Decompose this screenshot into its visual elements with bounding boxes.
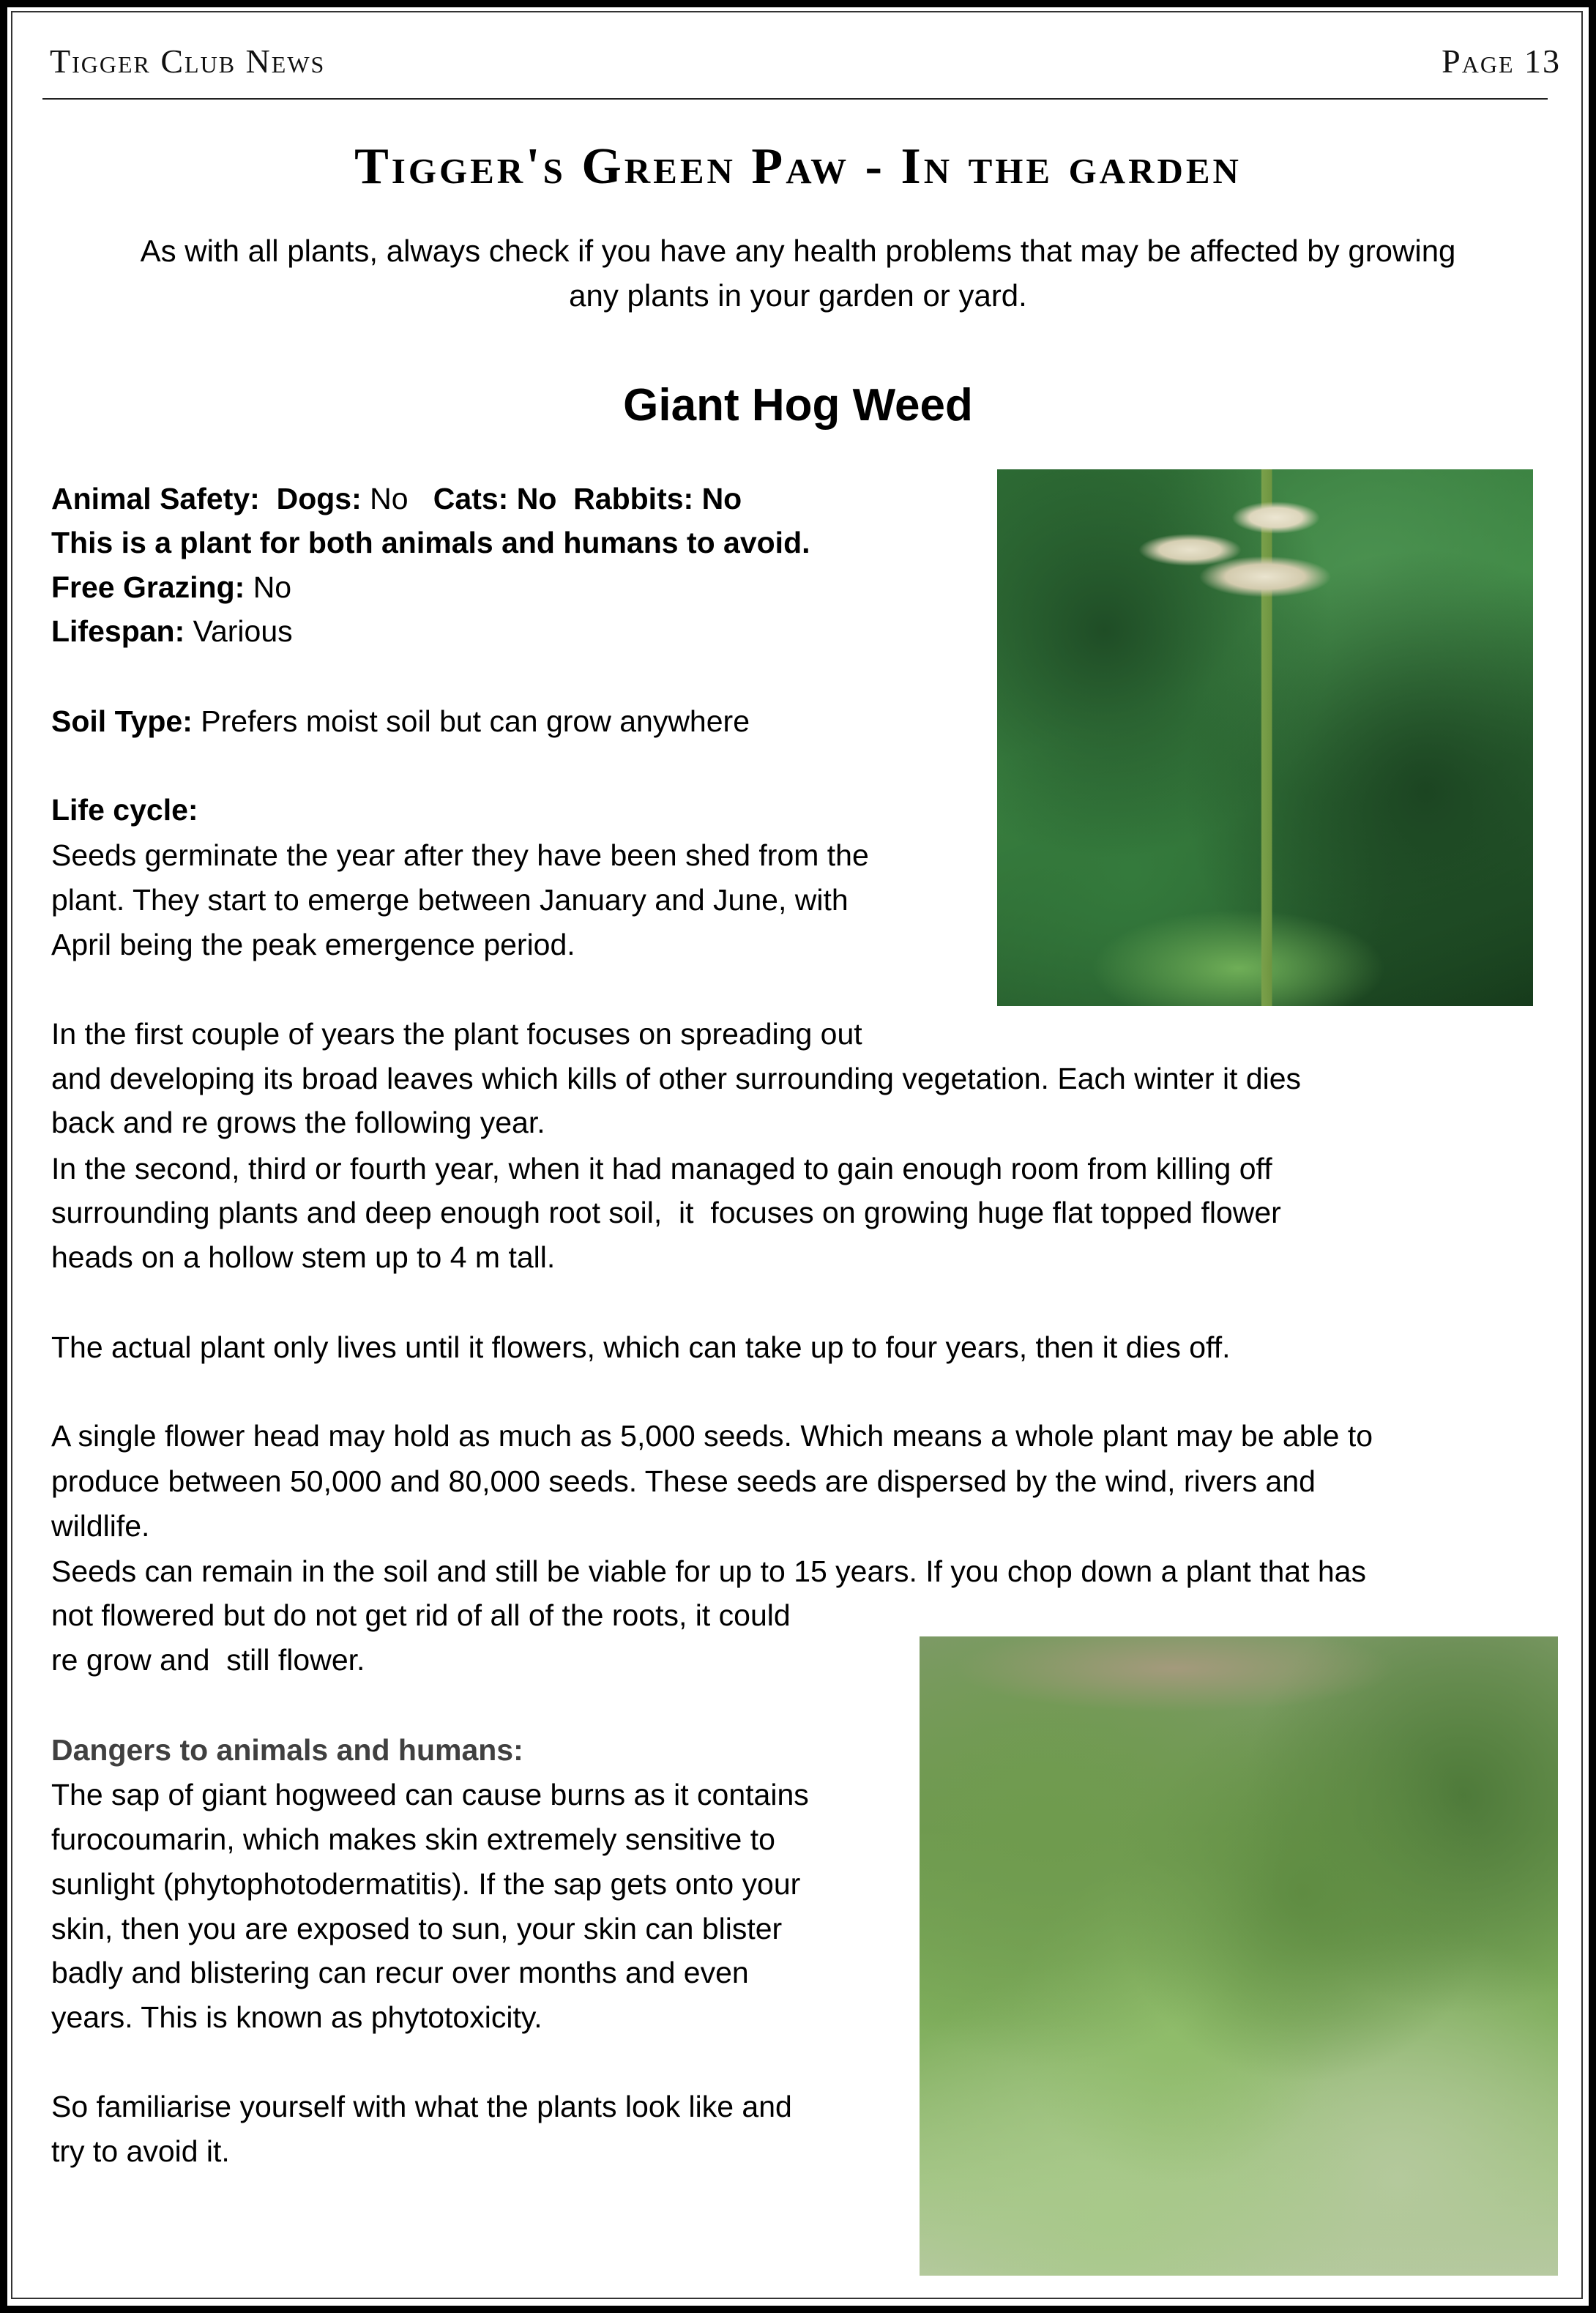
body-line: The sap of giant hogweed can cause burns as it contains (51, 1778, 809, 1811)
body-line: A single flower head may hold as much as 5,000 seeds. Which means a whole plant may be able to (51, 1419, 1373, 1453)
body-line: skin, then you are exposed to sun, your skin can blister (51, 1912, 783, 1945)
body-line: In the first couple of years the plant focuses on spreading out (51, 1017, 862, 1051)
body-line: wildlife. (51, 1509, 150, 1543)
body-line: April being the peak emergence period. (51, 928, 575, 961)
warning-text: This is a plant for both animals and humans to avoid. (51, 526, 810, 559)
body-line: Seeds germinate the year after they have been shed from the (51, 838, 869, 872)
life-cycle-heading: Life cycle: (51, 793, 198, 827)
intro-line: any plants in your garden or yard. (569, 278, 1027, 313)
publication-name: Tigger Club News (50, 42, 326, 80)
free-grazing-label: Free Grazing: (51, 570, 245, 604)
body-line: try to avoid it. (51, 2134, 230, 2168)
body-line: produce between 50,000 and 80,000 seeds. These seeds are dispersed by the wind, rivers and (51, 1464, 1316, 1498)
dogs-label: Dogs: (276, 482, 362, 515)
body-line: years. This is known as phytotoxicity. (51, 2000, 542, 2034)
lifespan-label: Lifespan: (51, 614, 185, 648)
body-line: surrounding plants and deep enough root soil, it focuses on growing huge flat topped flower (51, 1196, 1281, 1229)
body-line: plant. They start to emerge between January and June, with (51, 883, 849, 917)
body-line: badly and blistering can recur over months and even (51, 1956, 749, 1989)
body-line: furocoumarin, which makes skin extremely sensitive to (51, 1822, 775, 1856)
rabbits-label: Rabbits: (573, 482, 694, 515)
body-line: sunlight (phytophotodermatitis). If the sap gets onto your (51, 1867, 801, 1901)
body-line: In the second, third or fourth year, when it had managed to gain enough room from killing off (51, 1152, 1272, 1185)
body-line: back and re grows the following year. (51, 1106, 545, 1139)
body-line: Seeds can remain in the soil and still be viable for up to 15 years. If you chop down a plant that has (51, 1554, 1366, 1588)
header-divider (42, 98, 1548, 100)
cats-label: Cats: (433, 482, 509, 515)
soil-type-line (51, 699, 750, 743)
intro-text (51, 228, 1545, 318)
soil-type-value: Prefers moist soil but can grow anywhere (201, 704, 750, 738)
plant-name: Giant Hog Weed (623, 380, 973, 431)
animal-safety-line (51, 477, 742, 521)
free-grazing-line (51, 565, 291, 609)
lifespan-value: Various (193, 614, 293, 648)
body-line: heads on a hollow stem up to 4 m tall. (51, 1240, 556, 1274)
cats-value: No (516, 482, 557, 515)
body-line: The actual plant only lives until it flowers, which can take up to four years, then it dies off. (51, 1330, 1231, 1364)
lifespan-line (51, 609, 293, 653)
body-line: re grow and still flower. (51, 1643, 365, 1677)
soil-type-label: Soil Type: (51, 704, 193, 738)
rabbits-value: No (701, 482, 742, 515)
hogweed-flowering-photo (997, 469, 1533, 1006)
section-title: Tigger's Green Paw - In the garden (354, 138, 1242, 195)
dangers-heading: Dangers to animals and humans: (51, 1733, 523, 1767)
hogweed-leaves-photo (920, 1636, 1558, 2276)
body-line: and developing its broad leaves which kills of other surrounding vegetation. Each winter it dies (51, 1062, 1302, 1095)
body-line: So familiarise yourself with what the plants look like and (51, 2090, 792, 2123)
intro-line: As with all plants, always check if you have any health problems that may be affected by growing (140, 234, 1456, 268)
free-grazing-value: No (253, 570, 292, 604)
animal-safety-label: Animal Safety: (51, 482, 260, 515)
dogs-value: No (370, 482, 409, 515)
page-number: Page 13 (1442, 42, 1561, 80)
body-line: not flowered but do not get rid of all of the roots, it could (51, 1598, 791, 1632)
